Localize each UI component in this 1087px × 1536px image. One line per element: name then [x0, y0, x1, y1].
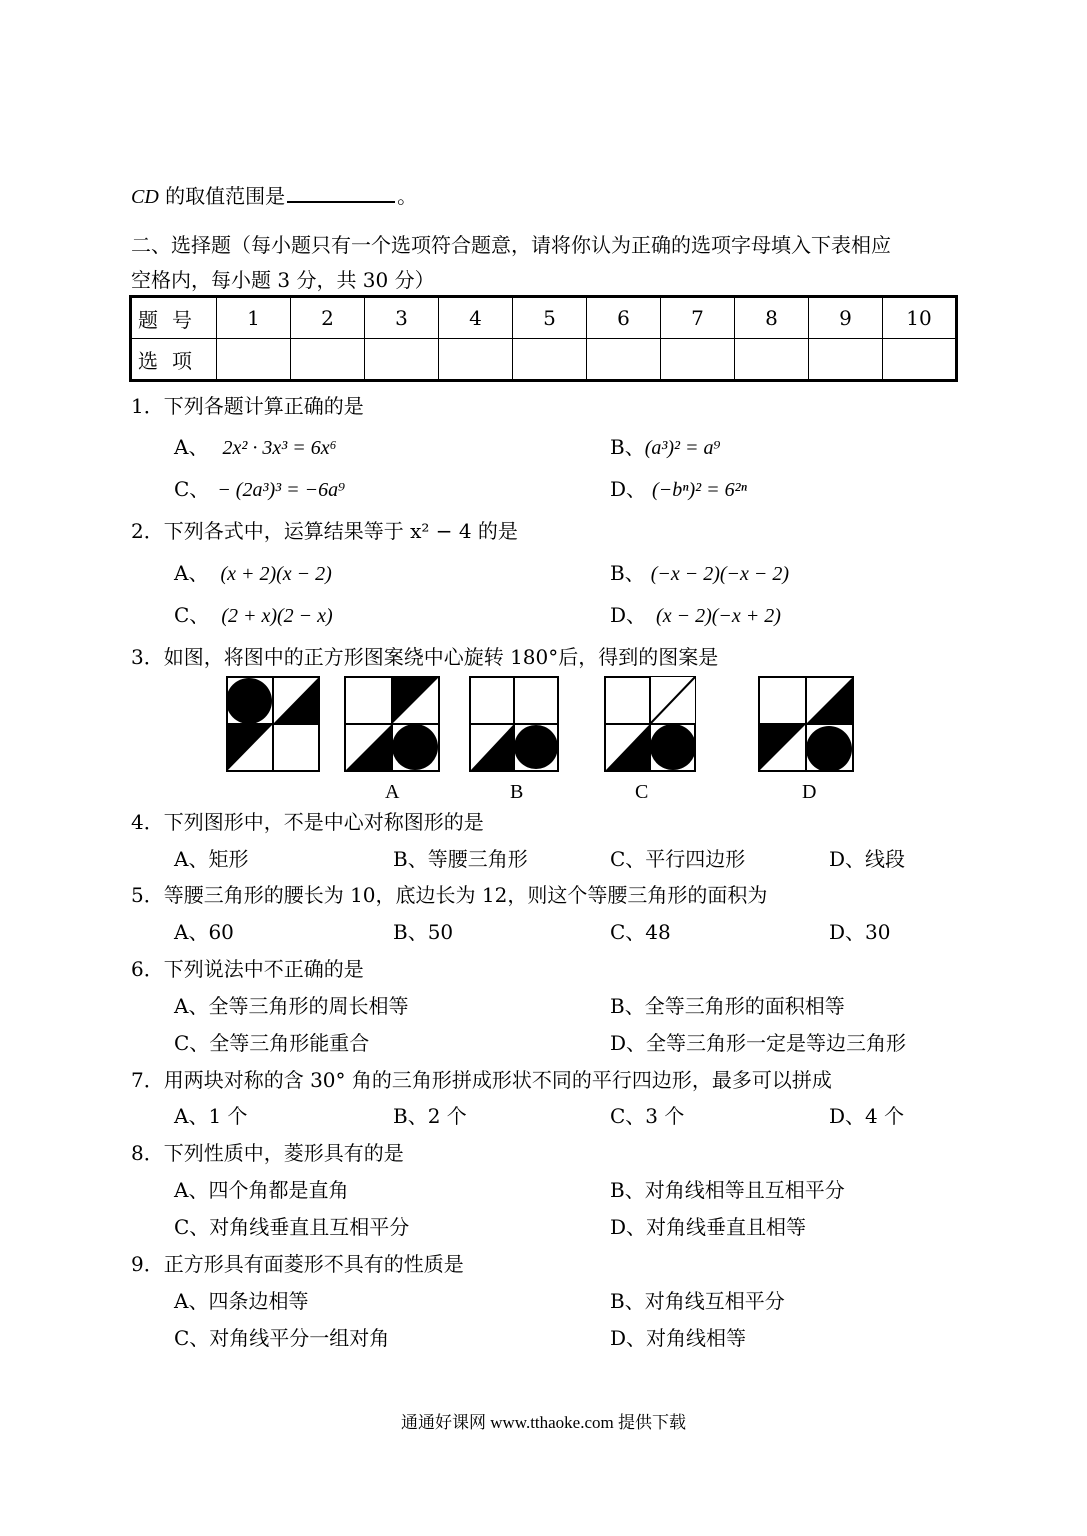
option-math: (−bⁿ)² = 6²ⁿ — [652, 479, 747, 501]
q7-option-d: D、4 个 — [829, 1104, 905, 1128]
q8-option-a: A、四个角都是直角 — [174, 1178, 349, 1202]
q4-option-b: B、等腰三角形 — [393, 847, 528, 871]
q5-option-c: C、48 — [610, 920, 671, 944]
table-number-cell: 9 — [809, 297, 883, 339]
q3-original-figure — [226, 676, 320, 772]
table-number-cell: 10 — [883, 297, 957, 339]
q5-option-d: D、30 — [829, 920, 891, 944]
q9-option-c: C、对角线平分一组对角 — [174, 1326, 390, 1350]
q3-option-a-figure[interactable] — [344, 676, 440, 772]
q3-label-b: B — [510, 781, 524, 803]
intro-end: 。 — [397, 184, 418, 208]
q3-label-c: C — [635, 781, 649, 803]
table-header-number: 题号 — [131, 297, 217, 339]
q6-option-a: A、全等三角形的周长相等 — [174, 994, 409, 1018]
q8-stem: 8．下列性质中，菱形具有的是 — [131, 1141, 404, 1165]
section-heading-line2: 空格内，每小题 3 分，共 30 分） — [131, 268, 435, 292]
q1-option-c — [174, 479, 345, 500]
option-math: − (2a³)³ = −6a⁹ — [217, 479, 346, 501]
answer-cell[interactable] — [365, 339, 439, 381]
q4-option-c: C、平行四边形 — [610, 847, 746, 871]
table-number-cell: 4 — [439, 297, 513, 339]
q3-label-a: A — [385, 781, 400, 803]
answer-cell[interactable] — [661, 339, 735, 381]
q4-option-d: D、线段 — [829, 847, 906, 871]
option-label: C、 — [174, 477, 210, 501]
option-math: (a³)² = a⁹ — [644, 437, 721, 459]
answer-cell[interactable] — [809, 339, 883, 381]
intro-text: 的取值范围是 — [158, 184, 286, 208]
answer-cell[interactable] — [513, 339, 587, 381]
intro-line — [131, 186, 417, 207]
table-number-cell: 7 — [661, 297, 735, 339]
page-footer: 通通好课网 www.tthaoke.com 提供下载 — [400, 1413, 687, 1432]
q5-option-a: A、60 — [174, 920, 234, 944]
answer-blank[interactable] — [287, 200, 395, 203]
option-label: D、 — [610, 603, 647, 627]
option-math: (x + 2)(x − 2) — [220, 563, 332, 585]
q2-stem: 2．下列各式中，运算结果等于 x² − 4 的是 — [131, 519, 518, 543]
q9-option-b: B、对角线互相平分 — [610, 1289, 785, 1313]
q4-option-a: A、矩形 — [174, 847, 249, 871]
table-number-cell: 3 — [365, 297, 439, 339]
option-label: B、 — [610, 561, 645, 585]
q6-option-c: C、全等三角形能重合 — [174, 1031, 370, 1055]
q2-option-c — [174, 605, 333, 626]
q2-option-d — [610, 605, 781, 626]
q7-stem: 7．用两块对称的含 30° 角的三角形拼成形状不同的平行四边形，最多可以拼成 — [131, 1068, 832, 1092]
option-label: C、 — [174, 603, 210, 627]
q6-stem: 6．下列说法中不正确的是 — [131, 957, 364, 981]
q3-option-b-figure[interactable] — [469, 676, 559, 772]
q4-stem: 4．下列图形中，不是中心对称图形的是 — [131, 810, 484, 834]
table-number-cell: 1 — [217, 297, 291, 339]
q1-option-a — [174, 437, 337, 458]
q3-option-c-figure[interactable] — [604, 676, 696, 772]
q9-option-d: D、对角线相等 — [610, 1326, 747, 1350]
answer-cell[interactable] — [291, 339, 365, 381]
q9-stem: 9．正方形具有面菱形不具有的性质是 — [131, 1252, 464, 1276]
answer-cell[interactable] — [217, 339, 291, 381]
section-heading-line1: 二、选择题（每小题只有一个选项符合题意，请将你认为正确的选项字母填入下表相应 — [131, 233, 891, 257]
answer-table — [129, 295, 958, 382]
table-number-cell: 2 — [291, 297, 365, 339]
q9-option-a: A、四条边相等 — [174, 1289, 309, 1313]
option-label: A、 — [174, 561, 209, 585]
answer-cell[interactable] — [587, 339, 661, 381]
q3-label-d: D — [802, 781, 817, 803]
q7-option-c: C、3 个 — [610, 1104, 685, 1128]
answer-cell[interactable] — [883, 339, 957, 381]
option-math: 2x² · 3x³ = 6x⁶ — [222, 437, 337, 459]
q7-option-b: B、2 个 — [393, 1104, 467, 1128]
answer-cell[interactable] — [439, 339, 513, 381]
table-header-option: 选项 — [131, 339, 217, 381]
q7-option-a: A、1 个 — [174, 1104, 248, 1128]
q1-option-d — [610, 479, 747, 500]
q8-option-b: B、对角线相等且互相平分 — [610, 1178, 845, 1202]
intro-var: CD — [131, 186, 159, 208]
q6-option-b: B、全等三角形的面积相等 — [610, 994, 845, 1018]
table-number-cell: 8 — [735, 297, 809, 339]
option-math: (−x − 2)(−x − 2) — [650, 563, 790, 585]
table-number-cell: 5 — [513, 297, 587, 339]
q1-stem: 1．下列各题计算正确的是 — [131, 394, 364, 418]
option-label: D、 — [610, 477, 647, 501]
q3-option-d-figure[interactable] — [758, 676, 854, 772]
q1-option-b — [610, 437, 720, 458]
option-label: A、 — [174, 435, 209, 459]
option-math: (x − 2)(−x + 2) — [656, 605, 781, 627]
table-number-cell: 6 — [587, 297, 661, 339]
q8-option-c: C、对角线垂直且互相平分 — [174, 1215, 410, 1239]
q5-stem: 5．等腰三角形的腰长为 10，底边长为 12，则这个等腰三角形的面积为 — [131, 883, 768, 907]
q8-option-d: D、对角线垂直且相等 — [610, 1215, 807, 1239]
table-row-numbers — [131, 297, 957, 339]
q6-option-d: D、全等三角形一定是等边三角形 — [610, 1031, 907, 1055]
option-math: (2 + x)(2 − x) — [221, 605, 333, 627]
q5-option-b: B、50 — [393, 920, 454, 944]
table-row-answers — [131, 339, 957, 381]
answer-cell[interactable] — [735, 339, 809, 381]
q2-option-b — [610, 563, 789, 584]
q3-stem: 3．如图，将图中的正方形图案绕中心旋转 180°后，得到的图案是 — [131, 645, 719, 669]
option-label: B、 — [610, 435, 645, 459]
q2-option-a — [174, 563, 332, 584]
